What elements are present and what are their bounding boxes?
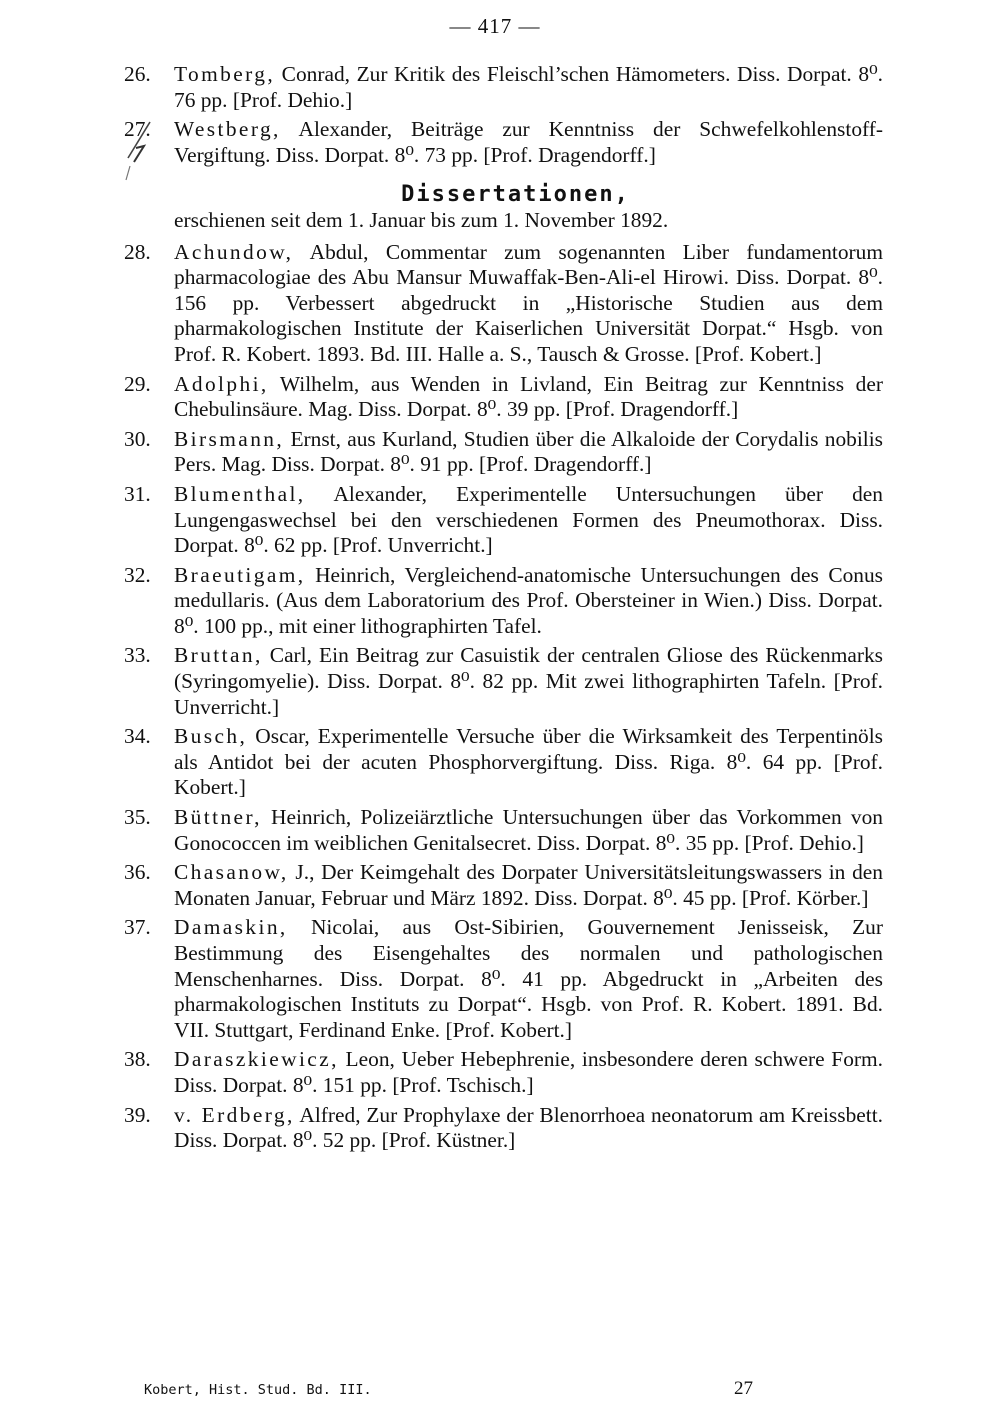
author-name: Birsmann, [174, 426, 285, 451]
entry-28 [124, 240, 883, 368]
entry-text: Conrad, Zur Kritik des Fleischl’schen Hämometers. Diss. Dorpat. 8⁰. 76 pp. [Prof. Dehio.] [174, 62, 883, 112]
entry-number: 38. [124, 1047, 151, 1072]
author-name: Achundow, [174, 239, 294, 264]
entry-37 [124, 915, 883, 1043]
entry-text: Wilhelm, aus Wenden in Livland, Ein Beitrag zur Kenntniss der Chebulinsäure. Mag. Diss. Dorpat. 8⁰. 39 pp. [Prof. Dragendorff.] [174, 371, 883, 422]
author-name: Damaskin, [174, 915, 288, 940]
entry-30 [124, 427, 883, 478]
author-name: Busch, [174, 724, 248, 749]
entry-text: Nicolai, aus Ost-Sibirien, Gouvernement Jenisseisk, Zur Bestimmung des Eisengehaltes des normalen und pathologischen Menschenharnes. Diss. Dorpat. 8⁰. 41 pp. Abgedruckt in „Arbeiten des pharmakologischen Instituts zu Dorpat“. Hsgb. von Prof. R. Kobert. 1891. Bd. VII. Stuttgart, Ferdinand Enke. [Prof. Kobert.] [174, 915, 883, 1042]
entry-39 [124, 1103, 883, 1154]
entry-27 [124, 117, 883, 168]
author-name: Westberg, [174, 117, 281, 142]
entry-number: 26. [124, 62, 151, 86]
section-subheading: erschienen seit dem 1. Januar bis zum 1. November 1892. [174, 207, 669, 232]
entry-text: J., Der Keimgehalt des Dorpater Universitätsleitungswassers in den Monaten Januar, Februar und März 1892. Diss. Dorpat. 8⁰. 45 pp. [Prof. Körber.] [174, 860, 883, 910]
entry-text: Heinrich, Vergleichend-anatomische Untersuchungen des Conus medullaris. (Aus dem Laboratorium des Prof. Obersteiner in Wien.) Diss. Dorpat. 8⁰. 100 pp., mit einer lithographirten Tafel. [174, 562, 883, 638]
entry-text: Carl, Ein Beitrag zur Casuistik der centralen Gliose des Rückenmarks (Syringomyelie). Diss. Dorpat. 8⁰. 82 pp. Mit zwei lithographirten Tafeln. [Prof. Unverricht.] [174, 643, 883, 719]
entry-34 [124, 724, 883, 801]
entry-number: 28. [124, 239, 151, 264]
entry-text: Alexander, Experimentelle Untersuchungen über den Lungengaswechsel bei den verschiedenen Formen des Pneumothorax. Diss. Dorpat. 8⁰. 62 pp. [Prof. Unverricht.] [174, 481, 883, 558]
entry-33 [124, 643, 883, 720]
entry-text: Alfred, Zur Prophylaxe der Blenorrhoea neonatorum am Kreissbett. Diss. Dorpat. 8⁰. 52 pp. [Prof. Küstner.] [174, 1102, 883, 1153]
entry-38 [124, 1047, 883, 1098]
page-number: — 417 — [449, 14, 541, 38]
author-name: v. Erdberg, [174, 1102, 295, 1127]
entry-number: 33. [124, 643, 151, 668]
entry-number: 35. [124, 805, 151, 830]
entry-31 [124, 482, 883, 559]
entry-32 [124, 563, 883, 640]
entry-29 [124, 372, 883, 423]
entry-text: Ernst, aus Kurland, Studien über die Alkaloide der Corydalis nobilis Pers. Mag. Diss. Dorpat. 8⁰. 91 pp. [Prof. Dragendorff.] [174, 426, 883, 477]
entry-text: Abdul, Commentar zum sogenannten Liber fundamentorum pharmacologiae des Abu Mansur Muwaffak-Ben-Ali-el Hirowi. Diss. Dorpat. 8⁰. 156 pp. Verbessert abgedruckt in „Historische Studien aus dem pharmakologischen Institute der Kaiserlichen Universität Dorpat.“ Hsgb. von Prof. R. Kobert. 1893. Bd. III. Halle a. S., Tausch & Grosse. [Prof. Kobert.] [174, 239, 883, 366]
entry-number: 37. [124, 915, 151, 940]
entry-text: Leon, Ueber Hebephrenie, insbesondere deren schwere Form. Diss. Dorpat. 8⁰. 151 pp. [Prof. Tschisch.] [174, 1047, 883, 1097]
entry-number: 31. [124, 481, 151, 506]
entry-text: Heinrich, Polizeiärztliche Untersuchungen über das Vorkommen von Gonococcen im weiblichen Genitalsecret. Diss. Dorpat. 8⁰. 35 pp. [Prof. Dehio.] [174, 805, 883, 855]
author-name: Bruttan, [174, 643, 263, 668]
author-name: Braeutigam, [174, 562, 306, 587]
section-heading: Dissertationen, [401, 182, 630, 208]
entry-number: 34. [124, 724, 151, 749]
entry-text: Alexander, Beiträge zur Kenntniss der Schwefelkohlenstoff-Vergiftung. Diss. Dorpat. 8⁰. 73 pp. [Prof. Dragendorff.] [174, 117, 883, 167]
entry-number: 36. [124, 860, 151, 885]
entry-text: Oscar, Experimentelle Versuche über die Wirksamkeit des Terpentinöls als Antidot bei der acuten Phosphorvergiftung. Diss. Riga. 8⁰. 64 pp. [Prof. Kobert.] [174, 724, 883, 800]
entry-number: 32. [124, 562, 151, 587]
entry-number: 29. [124, 371, 151, 396]
author-name: Adolphi, [174, 371, 269, 396]
text-block [124, 62, 883, 1158]
author-name: Büttner, [174, 805, 262, 830]
entry-number: 39. [124, 1102, 151, 1127]
signature-mark: 27 [734, 1378, 753, 1399]
entry-36 [124, 860, 883, 911]
author-name: Daraszkiewicz, [174, 1047, 339, 1072]
footer-source: Kobert, Hist. Stud. Bd. III. [144, 1382, 372, 1398]
author-name: Chasanow, [174, 860, 289, 885]
author-name: Blumenthal, [174, 481, 306, 506]
author-name: Tomberg, [174, 62, 276, 86]
entry-number: 30. [124, 426, 151, 451]
entry-35 [124, 805, 883, 856]
entry-number: 27. [124, 117, 151, 142]
entry-26 [124, 62, 883, 113]
